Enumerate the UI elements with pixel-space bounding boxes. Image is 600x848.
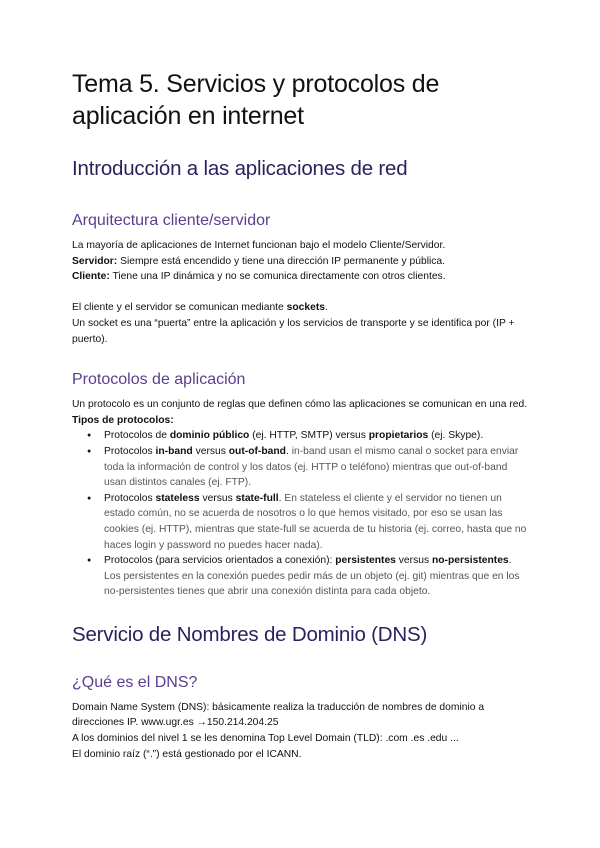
document-title: Tema 5. Servicios y protocolos de aplicación en internet: [72, 70, 440, 130]
item-text: Protocolos de: [104, 430, 170, 442]
protocols-intro: Un protocolo es un conjunto de reglas que definen cómo las aplicaciones se comunican en una red.: [72, 399, 528, 411]
dns-definition: Domain Name System (DNS): básicamente realiza la traducción de nombres de dominio a direcciones IP. www.ugr.es →150.214.204.25: [72, 701, 485, 729]
subsection-heading-what-is-dns: ¿Qué es el DNS?: [72, 673, 198, 691]
item-text: (ej. HTTP, SMTP) versus: [249, 430, 369, 442]
item-bold: no-persistentes: [431, 555, 509, 567]
item-text: versus: [395, 555, 432, 567]
sockets-line: [72, 300, 528, 316]
item-text: Protocolos: [104, 445, 156, 457]
item-bold: persistentes: [335, 555, 396, 567]
cliente-line: [72, 269, 528, 285]
dns-tld: A los dominios del nivel 1 se les denomina Top Level Domain (TLD): .com .es .edu ...: [72, 733, 459, 745]
servidor-line: [72, 254, 528, 270]
item-text: Protocolos (para servicios orientados a conexión):: [104, 555, 336, 567]
servidor-text: Siempre está encendido y tiene una dirección IP permanente y pública.: [117, 255, 446, 267]
list-item: [104, 491, 528, 553]
protocol-types-bold: Tipos de protocolos:: [72, 414, 174, 426]
item-text: .: [285, 445, 289, 457]
item-bold: in-band: [155, 445, 193, 457]
item-text: versus: [192, 445, 229, 457]
item-bold: state-full: [235, 492, 279, 504]
document-page: [72, 68, 528, 762]
item-bold: dominio público: [169, 430, 250, 442]
list-item: [104, 444, 528, 491]
protocol-types-label: [72, 413, 528, 429]
socket-definition: Un socket es una “puerta” entre la aplicación y los servicios de transporte y se identifica por (IP + puerto).: [72, 317, 515, 345]
protocol-types-list: [72, 428, 528, 600]
subsection-heading-protocols: Protocolos de aplicación: [72, 371, 246, 389]
item-text: versus: [199, 492, 236, 504]
item-bold: propietarios: [368, 430, 429, 442]
list-item: [104, 553, 528, 600]
sockets-bold: sockets: [286, 302, 325, 314]
architecture-intro: La mayoría de aplicaciones de Internet funcionan bajo el modelo Cliente/Servidor.: [72, 240, 446, 251]
section-heading-dns: Servicio de Nombres de Dominio (DNS): [72, 622, 428, 646]
item-text: Protocolos: [104, 492, 156, 504]
item-detail: in-band usan el mismo canal o socket para enviar toda la información de control y los datos (ej. HTTP o teléfono) mientras que out-of-band usan distintos canales (ej. FTP).: [104, 445, 519, 489]
item-bold: out-of-band: [228, 445, 286, 457]
sockets-pre: El cliente y el servidor se comunican mediante: [72, 302, 287, 314]
servidor-label: Servidor:: [72, 255, 118, 267]
section-heading-intro: Introducción a las aplicaciones de red: [72, 157, 408, 180]
item-text: .: [278, 492, 282, 504]
list-item: [104, 428, 528, 444]
cliente-text: Tiene una IP dinámica y no se comunica directamente con otros clientes.: [109, 271, 446, 283]
item-detail: Los persistentes en la conexión puedes pedir más de un objeto (ej. git) mientras que en los no-persistentes tienes que abrir una conexión distinta para cada objeto.: [104, 570, 520, 598]
subsection-heading-architecture: Arquitectura cliente/servidor: [72, 212, 271, 229]
item-text: .: [508, 555, 512, 567]
item-detail: En stateless el cliente y el servidor no tienen un estado común, no se acuerda de nosotros o lo que hemos visitado, por eso se usan las cookies (ej. HTTP), mientras que state-full se acuerda de tu historia (ej. correo, hasta que no haces login y password no puedes hacer nada).: [104, 492, 527, 551]
cliente-label: Cliente:: [72, 271, 110, 283]
item-bold: stateless: [155, 492, 200, 504]
sockets-post: .: [324, 302, 328, 314]
item-text: (ej. Skype).: [428, 430, 484, 442]
dns-root: El dominio raíz (“.”) está gestionado por el ICANN.: [72, 748, 302, 760]
